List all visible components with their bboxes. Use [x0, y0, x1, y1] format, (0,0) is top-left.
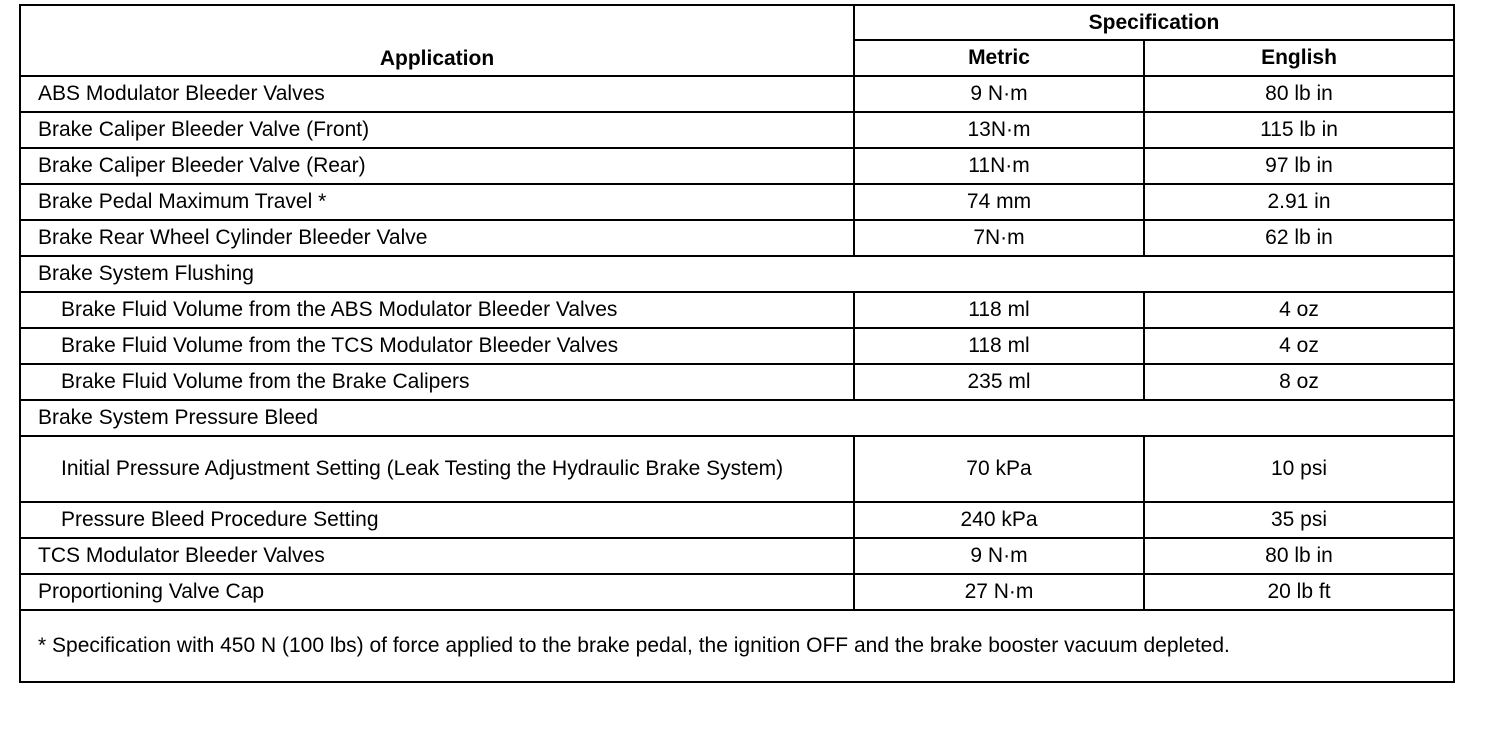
table-row: [20, 364, 1454, 400]
header-metric: Metric: [854, 40, 1144, 76]
footnote: * Specification with 450 N (100 lbs) of force applied to the brake pedal, the ignition OFF and the brake booster vacuum depleted.: [20, 610, 1454, 682]
application-cell: Brake Fluid Volume from the TCS Modulator Bleeder Valves: [20, 328, 854, 364]
application-cell: ABS Modulator Bleeder Valves: [20, 76, 854, 112]
english-cell: 4 oz: [1144, 292, 1454, 328]
table-row: [20, 574, 1454, 610]
table-row: [20, 76, 1454, 112]
metric-cell: 27 N·m: [854, 574, 1144, 610]
english-cell: 2.91 in: [1144, 184, 1454, 220]
section-heading: Brake System Flushing: [20, 256, 1454, 292]
metric-cell: 118 ml: [854, 328, 1144, 364]
english-cell: 8 oz: [1144, 364, 1454, 400]
section-row: [20, 400, 1454, 436]
specification-table: [19, 4, 1455, 683]
metric-cell: 235 ml: [854, 364, 1144, 400]
application-cell: Proportioning Valve Cap: [20, 574, 854, 610]
table-row: [20, 538, 1454, 574]
metric-cell: 13N·m: [854, 112, 1144, 148]
english-cell: 20 lb ft: [1144, 574, 1454, 610]
table-row: [20, 112, 1454, 148]
english-cell: 4 oz: [1144, 328, 1454, 364]
metric-cell: 9 N·m: [854, 538, 1144, 574]
metric-cell: 74 mm: [854, 184, 1144, 220]
table-row: [20, 148, 1454, 184]
application-cell: Brake Pedal Maximum Travel *: [20, 184, 854, 220]
application-cell: Brake Caliper Bleeder Valve (Front): [20, 112, 854, 148]
application-cell: Brake Fluid Volume from the ABS Modulator Bleeder Valves: [20, 292, 854, 328]
metric-cell: 9 N·m: [854, 76, 1144, 112]
english-cell: 62 lb in: [1144, 220, 1454, 256]
metric-cell: 70 kPa: [854, 436, 1144, 502]
metric-cell: 11N·m: [854, 148, 1144, 184]
application-cell: Initial Pressure Adjustment Setting (Leak Testing the Hydraulic Brake System): [20, 436, 854, 502]
table-row: [20, 292, 1454, 328]
section-heading: Brake System Pressure Bleed: [20, 400, 1454, 436]
application-cell: Brake Fluid Volume from the Brake Calipers: [20, 364, 854, 400]
application-cell: TCS Modulator Bleeder Valves: [20, 538, 854, 574]
footnote-row: [20, 610, 1454, 682]
header-english: English: [1144, 40, 1454, 76]
table-row: [20, 502, 1454, 538]
table-row: [20, 328, 1454, 364]
table-row: [20, 436, 1454, 502]
metric-cell: 240 kPa: [854, 502, 1144, 538]
english-cell: 97 lb in: [1144, 148, 1454, 184]
metric-cell: 118 ml: [854, 292, 1144, 328]
english-cell: 10 psi: [1144, 436, 1454, 502]
table-row: [20, 184, 1454, 220]
table-row: [20, 220, 1454, 256]
english-cell: 115 lb in: [1144, 112, 1454, 148]
header-specification: Specification: [854, 5, 1454, 40]
application-cell: Brake Caliper Bleeder Valve (Rear): [20, 148, 854, 184]
section-row: [20, 256, 1454, 292]
english-cell: 35 psi: [1144, 502, 1454, 538]
application-cell: Pressure Bleed Procedure Setting: [20, 502, 854, 538]
application-cell: Brake Rear Wheel Cylinder Bleeder Valve: [20, 220, 854, 256]
metric-cell: 7N·m: [854, 220, 1144, 256]
english-cell: 80 lb in: [1144, 76, 1454, 112]
english-cell: 80 lb in: [1144, 538, 1454, 574]
header-application: Application: [20, 5, 854, 76]
